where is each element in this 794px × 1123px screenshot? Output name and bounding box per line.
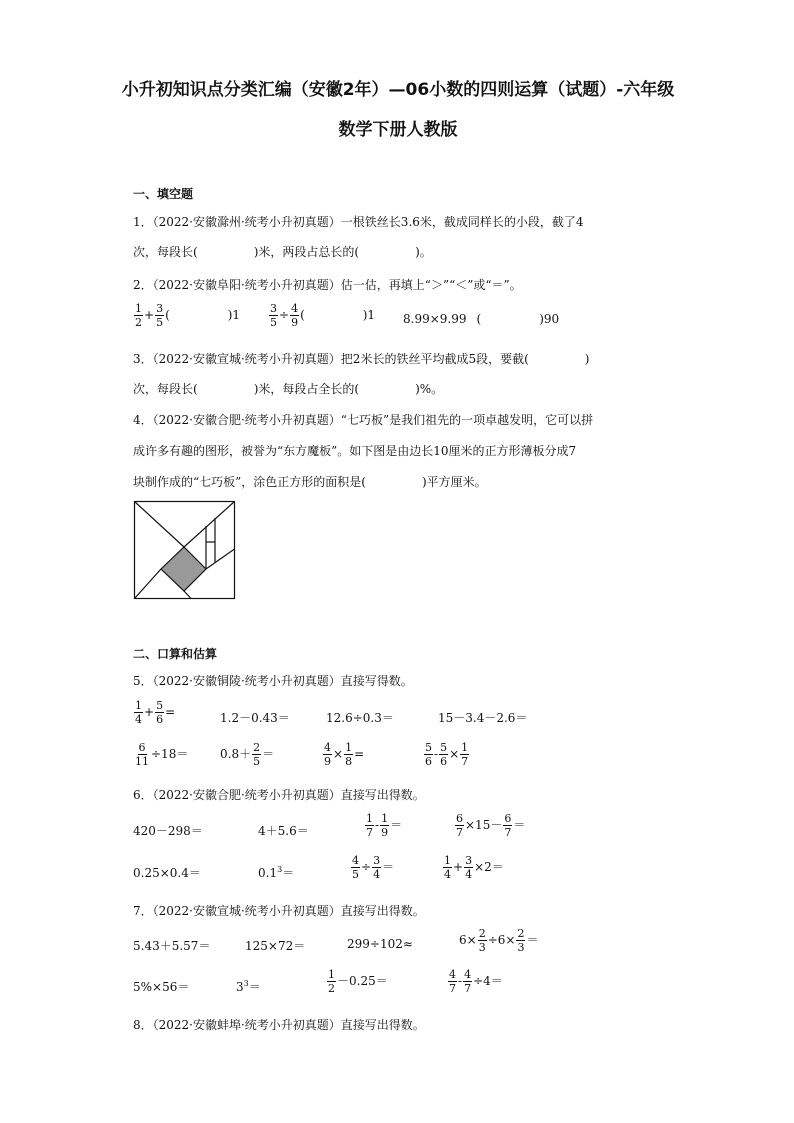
fraction: $\frac{4}{9}$ [324,741,331,768]
q3-line1: 3．（2022·安徽宣城·统考小升初真题）把2米长的铁丝平均截成5段，要截( ) [133,352,590,366]
fraction: $\frac{4}{5}$ [352,854,359,881]
q6-header: 6．（2022·安徽合肥·统考小升初真题）直接写出得数。 [133,788,425,802]
q4-line2: 成许多有趣的图形，被誉为“东方魔板”。如下图是由边长10厘米的正方形薄板分成7 [133,444,577,458]
q7-header: 7．（2022·安徽宣城·统考小升初真题）直接写出得数。 [133,904,425,918]
fraction: $\frac{1}{7}$ [366,812,373,839]
fraction: $\frac{1}{4}$ [444,854,451,881]
q7-item-1: 5.43＋5.57＝ [133,939,211,953]
q2-expr-c: 8.99×9.99 ( )90 [403,312,560,326]
q6-item-8: $\frac{1}{4}$ + $\frac{3}{4}$ ×2＝ [444,854,504,881]
fraction: $\frac{6}{7}$ [504,812,512,839]
q5-item-7: $\frac{4}{9}$ × $\frac{1}{8}$ = [324,741,365,768]
q7-item-7: $\frac{1}{2}$ －0.25＝ [328,968,388,995]
fraction: $\frac{4}{7}$ [464,968,472,995]
q7-item-6: $3^3=$ [236,979,261,994]
q5-item-1: $\frac{1}{4}$ + $\frac{5}{6}$ = [135,699,176,726]
q2-line1: 2．（2022·安徽阜阳·统考小升初真题）估一估，再填上“＞”“＜”或“＝”。 [133,278,522,292]
q6-item-6: $0.1^3=$ [258,865,295,880]
q5-item-5: $\frac{6}{11}$ ÷18＝ [135,741,189,768]
fraction: $\frac{6}{7}$ [456,812,463,839]
fraction: $\frac{1}{9}$ [381,812,389,839]
q6-item-7: $\frac{4}{5}$ ÷ $\frac{3}{4}$ ＝ [352,854,395,881]
q2-expr-a: $\frac{1}{2}$ + $\frac{3}{5}$ ( )1 [135,302,241,329]
q6-item-1: 420－298＝ [133,824,203,838]
tangram-line [184,502,235,548]
tangram-line [206,549,235,569]
fraction: $\frac{5}{6}$ [440,741,448,768]
fraction: $\frac{3}{5}$ [156,302,164,329]
fraction: $\frac{4}{9}$ [291,302,299,329]
q5-header: 5．（2022·安徽铜陵·统考小升初真题）直接写得数。 [133,674,413,688]
q1-text-b: )米，两段占总长的( [253,245,360,259]
shaded-square [161,547,206,591]
fraction: $\frac{3}{4}$ [465,854,473,881]
fraction: $\frac{2}{3}$ [478,927,486,954]
q6-item-3: $\frac{1}{7}$ - $\frac{1}{9}$ ＝ [366,812,403,839]
q1-text-a: 次，每段长( [133,245,198,259]
q6-item-2: 4＋5.6＝ [258,824,309,838]
fraction: $\frac{5}{6}$ [425,741,432,768]
q7-item-8: $\frac{4}{7}$ - $\frac{4}{7}$ ÷4＝ [449,968,503,995]
fraction: $\frac{4}{7}$ [449,968,456,995]
document-title: 小升初知识点分类汇编（安徽2年）—06小数的四则运算（试题）-六年级数学下册人教版 [121,80,675,140]
fraction: $\frac{2}{3}$ [517,927,525,954]
q1-text-c: )。 [415,245,432,259]
q5-item-4: 15－3.4－2.6＝ [438,711,528,725]
fraction: $\frac{2}{5}$ [253,741,261,768]
q7-item-3: 299÷102≈ [347,937,413,951]
q1-line2 [133,243,432,260]
q7-item-2: 125×72＝ [245,939,306,953]
fraction: $\frac{6}{11}$ [135,741,149,768]
q5-item-2: 1.2－0.43＝ [220,711,290,725]
q6-item-4: $\frac{6}{7}$ ×15－ $\frac{6}{7}$ ＝ [456,812,526,839]
tangram-figure [133,500,237,600]
tangram-line [135,502,185,548]
q6-item-5: 0.25×0.4＝ [133,866,201,880]
fraction: $\frac{1}{8}$ [345,741,353,768]
q1-line1: 1．（2022·安徽滁州·统考小升初真题）一根铁丝长3.6米，截成同样长的小段，截了4 [133,215,584,229]
q7-item-5: 5%×56＝ [133,980,190,994]
fraction: $\frac{3}{4}$ [373,854,381,881]
q4-line1: 4．（2022·安徽合肥·统考小升初真题）“七巧板”是我们祖先的一项卓越发明，它可以拼 [133,413,594,427]
fraction: $\frac{1}{7}$ [461,741,469,768]
fraction: $\frac{1}{4}$ [135,699,142,726]
q3-line2: 次，每段长( )米，每段占全长的( )%。 [133,382,444,396]
q5-item-6: 0.8＋ $\frac{2}{5}$ ＝ [220,741,275,768]
tangram-line [135,569,162,599]
q5-item-8: $\frac{5}{6}$ - $\frac{5}{6}$ × $\frac{1}{7}$ [425,741,469,768]
fraction: $\frac{1}{2}$ [328,968,335,995]
fraction: $\frac{1}{2}$ [135,302,142,329]
tangram-line [184,591,191,599]
q8-header: 8．（2022·安徽蚌埠·统考小升初真题）直接写出得数。 [133,1018,425,1032]
q2-expr-b: $\frac{3}{5}$ ÷ $\frac{4}{9}$ ( )1 [270,302,376,329]
q4-line3: 块制作成的“七巧板”，涂色正方形的面积是( )平方厘米。 [133,475,487,489]
q7-item-4: 6× $\frac{2}{3}$ ÷6× $\frac{2}{3}$ ＝ [459,927,539,954]
q5-item-3: 12.6÷0.3＝ [326,711,394,725]
fraction: $\frac{3}{5}$ [270,302,277,329]
section-heading-fill-in: 一、填空题 [133,187,194,201]
fraction: $\frac{5}{6}$ [156,699,164,726]
section-heading-mental-calc: 二、口算和估算 [133,647,218,661]
